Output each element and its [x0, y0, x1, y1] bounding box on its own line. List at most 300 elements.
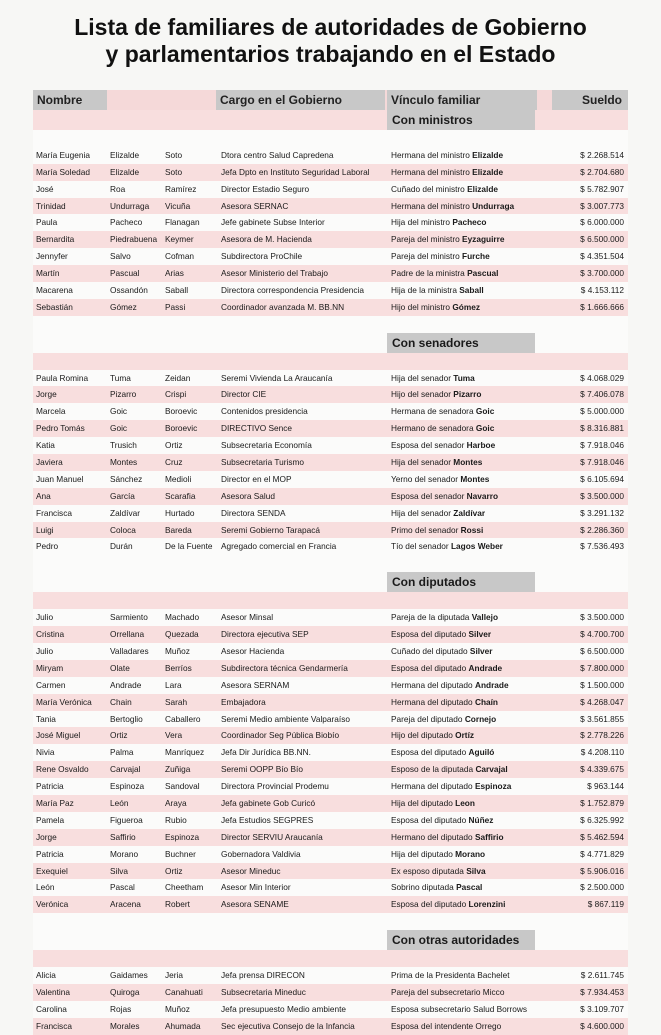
table-row: [33, 386, 628, 403]
family-link-text: Primo del senador: [391, 524, 459, 535]
family-link-text: Yerno del senador: [391, 473, 459, 484]
family-link-text: Pareja del ministro: [391, 251, 460, 262]
salary: $ 7.918.046: [580, 440, 624, 451]
government-position: Seremi OOPP Bío Bío: [221, 764, 303, 775]
government-position: Jefe gabinete Subse Interior: [221, 217, 325, 228]
salary: $ 3.109.707: [580, 1003, 624, 1014]
maternal-surname: Hurtado: [165, 507, 195, 518]
family-link-text: Hija de la ministra: [391, 285, 457, 296]
maternal-surname: Vicuña: [165, 200, 191, 211]
salary: $ 2.611.745: [580, 969, 624, 980]
table-row: [33, 694, 628, 711]
maternal-surname: Arias: [165, 268, 184, 279]
maternal-surname: Caballero: [165, 713, 201, 724]
paternal-surname: Pascal: [110, 882, 135, 893]
related-authority: Furche: [462, 251, 490, 262]
title-line-2: y parlamentarios trabajando en el Estado: [105, 41, 556, 67]
family-link-text: Hija del senador: [391, 457, 451, 468]
maternal-surname: Rubio: [165, 814, 187, 825]
related-authority: Goic: [475, 423, 495, 434]
related-authority: Aguiló: [468, 747, 495, 758]
family-link: [391, 198, 563, 215]
first-name: Alicia: [36, 969, 56, 980]
family-link: [391, 761, 563, 778]
family-link: [391, 231, 563, 248]
paternal-surname: Silva: [110, 865, 128, 876]
table-row: [33, 403, 628, 420]
first-name: Valentina: [36, 986, 70, 997]
government-position: Subdirectora ProChile: [221, 251, 303, 262]
family-link: [391, 677, 563, 694]
table-row: [33, 488, 628, 505]
first-name: María Verónica: [36, 696, 92, 707]
table-row: [33, 164, 628, 181]
paternal-surname: Aracena: [110, 899, 141, 910]
first-name: Martín: [36, 268, 60, 279]
header-nombre: Nombre: [33, 90, 107, 110]
family-link-text: Hija del ministro: [391, 217, 451, 228]
maternal-surname: Ahumada: [165, 1020, 201, 1031]
table-row: [33, 248, 628, 265]
paternal-surname: Pascual: [110, 268, 140, 279]
first-name: Carmen: [36, 679, 66, 690]
government-position: Sec ejecutiva Consejo de la Infancia: [221, 1020, 355, 1031]
family-link: [391, 522, 563, 539]
related-authority: Morano: [455, 848, 486, 859]
related-authority: Elizalde: [472, 166, 504, 177]
section-label: Con senadores: [387, 333, 535, 353]
maternal-surname: Sandoval: [165, 781, 200, 792]
table-row: [33, 198, 628, 215]
related-authority: Tuma: [453, 372, 475, 383]
paternal-surname: Bertoglio: [110, 713, 143, 724]
government-position: Asesor Minsal: [221, 612, 274, 623]
family-link: [391, 643, 563, 660]
related-authority: Andrade: [474, 679, 509, 690]
government-position: Coordinador avanzada M. BB.NN: [221, 301, 345, 312]
table-row: [33, 454, 628, 471]
related-authority: Elizalde: [467, 183, 499, 194]
paternal-surname: Quiroga: [110, 986, 140, 997]
paternal-surname: Montes: [110, 457, 138, 468]
paternal-surname: Espinoza: [110, 781, 145, 792]
first-name: Pedro: [36, 541, 59, 552]
paternal-surname: Gaidames: [110, 969, 148, 980]
family-link: [391, 879, 563, 896]
salary: $ 4.700.700: [580, 629, 624, 640]
spacer-row: [33, 592, 628, 609]
family-link: [391, 454, 563, 471]
salary: $ 4.351.504: [580, 251, 624, 262]
paternal-surname: Tuma: [110, 372, 131, 383]
salary: $ 4.771.829: [580, 848, 624, 859]
family-link: [391, 626, 563, 643]
family-link-text: Hija del senador: [391, 507, 451, 518]
related-authority: Saball: [459, 285, 484, 296]
government-position: DIRECTIVO Sence: [221, 423, 293, 434]
table-row: [33, 214, 628, 231]
paternal-surname: Sarmiento: [110, 612, 148, 623]
family-link-text: Hijo del senador: [391, 389, 451, 400]
table-row: [33, 761, 628, 778]
family-link: [391, 403, 563, 420]
paternal-surname: Undurraga: [110, 200, 150, 211]
first-name: Paula Romina: [36, 372, 89, 383]
table-row: [33, 1001, 628, 1018]
maternal-surname: Zeidan: [165, 372, 191, 383]
government-position: Asesor Min Interior: [221, 882, 291, 893]
family-link-text: Esposo de la diputada: [391, 764, 474, 775]
first-name: León: [36, 882, 55, 893]
first-name: Rene Osvaldo: [36, 764, 89, 775]
table-row: [33, 896, 628, 913]
government-position: Asesor Hacienda: [221, 645, 285, 656]
header-sueldo: Sueldo: [552, 90, 628, 110]
table-row: [33, 727, 628, 744]
related-authority: Gómez: [452, 301, 481, 312]
government-position: Director en el MOP: [221, 473, 292, 484]
table-row: [33, 420, 628, 437]
related-authority: Pascual: [467, 268, 499, 279]
table-row: [33, 812, 628, 829]
section-header-row: [33, 930, 628, 950]
maternal-surname: Araya: [165, 797, 187, 808]
family-link-text: Esposa del senador: [391, 490, 465, 501]
related-authority: Pascal: [456, 882, 483, 893]
maternal-surname: Vera: [165, 730, 183, 741]
first-name: Katia: [36, 440, 55, 451]
related-authority: Harboe: [466, 440, 496, 451]
government-position: Jefa presupuesto Medio ambiente: [221, 1003, 346, 1014]
family-link-text: Hermana del ministro: [391, 149, 470, 160]
family-link: [391, 609, 563, 626]
salary: $ 5.462.594: [580, 831, 624, 842]
first-name: Luigi: [36, 524, 54, 535]
salary: $ 6.325.992: [580, 814, 624, 825]
maternal-surname: Machado: [165, 612, 200, 623]
salary: $ 5.906.016: [580, 865, 624, 876]
maternal-surname: Cofman: [165, 251, 195, 262]
first-name: Trinidad: [36, 200, 66, 211]
first-name: María Eugenia: [36, 149, 90, 160]
family-link: [391, 386, 563, 403]
family-link-text: Pareja del ministro: [391, 234, 460, 245]
maternal-surname: Boroevic: [165, 423, 198, 434]
family-link-text: Tío del senador: [391, 541, 449, 552]
first-name: José: [36, 183, 54, 194]
family-link: [391, 727, 563, 744]
salary: $ 6.500.000: [580, 645, 624, 656]
related-authority: Montes: [453, 457, 483, 468]
related-authority: Ortíz: [455, 730, 475, 741]
maternal-surname: Zuñiga: [165, 764, 191, 775]
government-position: Dtora centro Salud Capredena: [221, 149, 334, 160]
maternal-surname: Soto: [165, 149, 183, 160]
family-link: [391, 660, 563, 677]
maternal-surname: Muñoz: [165, 645, 190, 656]
paternal-surname: Gómez: [110, 301, 137, 312]
related-authority: Carvajal: [475, 764, 508, 775]
maternal-surname: Muñoz: [165, 1003, 190, 1014]
table-row: [33, 795, 628, 812]
paternal-surname: Pacheco: [110, 217, 143, 228]
related-authority: Lorenzini: [468, 899, 506, 910]
government-position: Contenidos presidencia: [221, 406, 308, 417]
first-name: Exequiel: [36, 865, 68, 876]
spacer-row: [33, 353, 628, 370]
first-name: Francisca: [36, 1020, 72, 1031]
related-authority: Silver: [469, 645, 493, 656]
family-link: [391, 471, 563, 488]
family-link: [391, 1018, 563, 1035]
table-row: [33, 626, 628, 643]
first-name: Cristina: [36, 629, 65, 640]
related-authority: Silver: [468, 629, 492, 640]
government-position: Jefa prensa DIRECON: [221, 969, 305, 980]
paternal-surname: Palma: [110, 747, 134, 758]
salary: $ 4.068.029: [580, 372, 624, 383]
related-authority: Pizarro: [453, 389, 482, 400]
paternal-surname: Elizalde: [110, 166, 140, 177]
salary: $ 2.704.680: [580, 166, 624, 177]
government-position: Seremi Gobierno Tarapacá: [221, 524, 321, 535]
table-row: [33, 984, 628, 1001]
first-name: Jennyfer: [36, 251, 68, 262]
salary: $ 3.291.132: [580, 507, 624, 518]
paternal-surname: Morales: [110, 1020, 140, 1031]
paternal-surname: Valladares: [110, 645, 149, 656]
table-row: [33, 265, 628, 282]
salary: $ 4.600.000: [580, 1020, 624, 1031]
government-position: Embajadora: [221, 696, 266, 707]
table-row: [33, 231, 628, 248]
family-link: [391, 896, 563, 913]
family-link: [391, 181, 563, 198]
government-position: Jefa gabinete Gob Curicó: [221, 797, 316, 808]
maternal-surname: Bareda: [165, 524, 192, 535]
government-position: Coordinador Seg Pública Biobío: [221, 730, 340, 741]
government-position: Asesora SERNAM: [221, 679, 290, 690]
maternal-surname: Cruz: [165, 457, 183, 468]
table-row: [33, 744, 628, 761]
paternal-surname: Salvo: [110, 251, 131, 262]
government-position: Asesor Ministerio del Trabajo: [221, 268, 328, 279]
maternal-surname: Ortiz: [165, 865, 183, 876]
paternal-surname: Ossandón: [110, 285, 148, 296]
family-link-text: Hija del diputado: [391, 797, 453, 808]
related-authority: Eyzaguirre: [462, 234, 505, 245]
government-position: Gobernadora Valdivia: [221, 848, 301, 859]
family-link-text: Hermana del diputado: [391, 679, 473, 690]
salary: $ 4.208.110: [580, 747, 624, 758]
family-link-text: Hermano del diputado: [391, 831, 473, 842]
table-row: [33, 660, 628, 677]
family-link: [391, 812, 563, 829]
government-position: Directora correspondencia Presidencia: [221, 285, 364, 296]
family-link: [391, 420, 563, 437]
government-position: Jefa Dpto en Instituto Seguridad Laboral: [221, 166, 370, 177]
family-link: [391, 265, 563, 282]
government-position: Jefa Dir Jurídica BB.NN.: [221, 747, 311, 758]
family-link: [391, 370, 563, 387]
salary: $ 2.500.000: [580, 882, 624, 893]
government-position: Director Estadio Seguro: [221, 183, 310, 194]
first-name: Julio: [36, 612, 54, 623]
salary: $ 4.153.112: [580, 285, 624, 296]
first-name: Juan Manuel: [36, 473, 84, 484]
table-row: [33, 1018, 628, 1035]
family-link-text: Hijo del ministro: [391, 301, 451, 312]
salary: $ 2.778.226: [580, 730, 624, 741]
related-authority: Rossi: [460, 524, 484, 535]
government-position: Agregado comercial en Francia: [221, 541, 337, 552]
maternal-surname: Lara: [165, 679, 182, 690]
family-link: [391, 248, 563, 265]
government-position: Subsecretaria Turismo: [221, 457, 305, 468]
government-position: Asesor Mineduc: [221, 865, 281, 876]
table-row: [33, 522, 628, 539]
salary: $ 5.782.907: [580, 183, 624, 194]
family-link: [391, 505, 563, 522]
first-name: Paula: [36, 217, 58, 228]
related-authority: Espinoza: [474, 781, 512, 792]
maternal-surname: Soto: [165, 166, 183, 177]
family-link-text: Pareja del subsecretario Micco: [391, 986, 505, 997]
related-authority: Cornejo: [464, 713, 497, 724]
family-link: [391, 282, 563, 299]
first-name: Nivia: [36, 747, 55, 758]
table-row: [33, 370, 628, 387]
family-link-text: Pareja de la diputada: [391, 612, 470, 623]
government-position: Director CIE: [221, 389, 267, 400]
first-name: Javiera: [36, 457, 63, 468]
government-position: Directora Provincial Prodemu: [221, 781, 329, 792]
table-row: [33, 609, 628, 626]
family-link-text: Hija del diputado: [391, 848, 453, 859]
maternal-surname: De la Fuente: [165, 541, 213, 552]
first-name: Bernardita: [36, 234, 75, 245]
maternal-surname: Sarah: [165, 696, 188, 707]
paternal-surname: Andrade: [110, 679, 142, 690]
family-link-text: Esposa del diputado: [391, 747, 467, 758]
paternal-surname: Olate: [110, 662, 130, 673]
maternal-surname: Scarafia: [165, 490, 196, 501]
table-row: [33, 505, 628, 522]
page-title: [0, 14, 661, 68]
family-link: [391, 1001, 563, 1018]
first-name: Ana: [36, 490, 51, 501]
family-link-text: Esposa del diputado: [391, 662, 467, 673]
paternal-surname: Ortiz: [110, 730, 128, 741]
title-line-1: Lista de familiares de autoridades de Gobierno: [74, 14, 587, 40]
family-link: [391, 967, 563, 984]
salary: $ 3.500.000: [580, 612, 624, 623]
family-link-text: Esposa del diputado: [391, 629, 467, 640]
salary: $ 1.500.000: [580, 679, 624, 690]
first-name: Patricia: [36, 848, 64, 859]
section-label: Con otras autoridades: [387, 930, 535, 950]
related-authority: Pacheco: [452, 217, 487, 228]
family-link-text: Cuñado del diputado: [391, 645, 468, 656]
related-authority: Navarro: [466, 490, 499, 501]
related-authority: Leon: [455, 797, 475, 808]
government-position: Seremi Medio ambiente Valparaíso: [221, 713, 350, 724]
family-link-text: Sobrino diputada: [391, 882, 454, 893]
family-link: [391, 778, 563, 795]
spacer-row: [33, 950, 628, 967]
family-link-text: Hermana del ministro: [391, 166, 470, 177]
family-link: [391, 164, 563, 181]
first-name: María Paz: [36, 797, 74, 808]
paternal-surname: Roa: [110, 183, 126, 194]
maternal-surname: Medioli: [165, 473, 192, 484]
salary: $ 7.934.453: [580, 986, 624, 997]
family-link-text: Ex esposo diputada: [391, 865, 464, 876]
table-row: [33, 846, 628, 863]
government-position: Asesora SENAME: [221, 899, 289, 910]
family-link-text: Esposa del diputado: [391, 814, 467, 825]
table-row: [33, 879, 628, 896]
section-header-row: [33, 572, 628, 592]
family-link-text: Hijo del diputado: [391, 730, 453, 741]
paternal-surname: Piedrabuena: [110, 234, 158, 245]
table-row: [33, 829, 628, 846]
government-position: Asesora SERNAC: [221, 200, 289, 211]
government-position: Directora ejecutiva SEP: [221, 629, 309, 640]
maternal-surname: Manríquez: [165, 747, 205, 758]
family-link-text: Hermana del diputado: [391, 781, 473, 792]
related-authority: Chaín: [474, 696, 499, 707]
maternal-surname: Boroevic: [165, 406, 198, 417]
salary: $ 3.007.773: [580, 200, 624, 211]
family-link-text: Esposa del diputado: [391, 899, 467, 910]
family-link: [391, 694, 563, 711]
salary: $ 7.918.046: [580, 457, 624, 468]
related-authority: Saffirio: [474, 831, 504, 842]
family-link-text: Esposa subsecretario Salud Borrows: [391, 1003, 528, 1014]
family-link: [391, 863, 563, 880]
table-row: [33, 538, 628, 555]
table-row: [33, 778, 628, 795]
maternal-surname: Flanagan: [165, 217, 200, 228]
first-name: Miryam: [36, 662, 64, 673]
paternal-surname: Durán: [110, 541, 133, 552]
paternal-surname: Sánchez: [110, 473, 143, 484]
table-row: [33, 863, 628, 880]
table-row: [33, 967, 628, 984]
salary: $ 3.500.000: [580, 490, 624, 501]
government-position: Asesora Salud: [221, 490, 275, 501]
family-link-text: Padre de la ministra: [391, 268, 465, 279]
first-name: Sebastián: [36, 301, 73, 312]
header-cargo: Cargo en el Gobierno: [216, 90, 385, 110]
paternal-surname: Coloca: [110, 524, 136, 535]
table-row: [33, 437, 628, 454]
table-row: [33, 471, 628, 488]
family-link-text: Hija del senador: [391, 372, 451, 383]
first-name: Jorge: [36, 831, 57, 842]
family-link: [391, 488, 563, 505]
paternal-surname: Saffirio: [110, 831, 136, 842]
salary: $ 8.316.881: [580, 423, 624, 434]
salary: $ 2.286.360: [580, 524, 624, 535]
family-link-text: Cuñado del ministro: [391, 183, 465, 194]
maternal-surname: Jeria: [165, 969, 183, 980]
family-link: [391, 299, 563, 316]
maternal-surname: Buchner: [165, 848, 196, 859]
first-name: Verónica: [36, 899, 69, 910]
salary: $ 3.700.000: [580, 268, 624, 279]
